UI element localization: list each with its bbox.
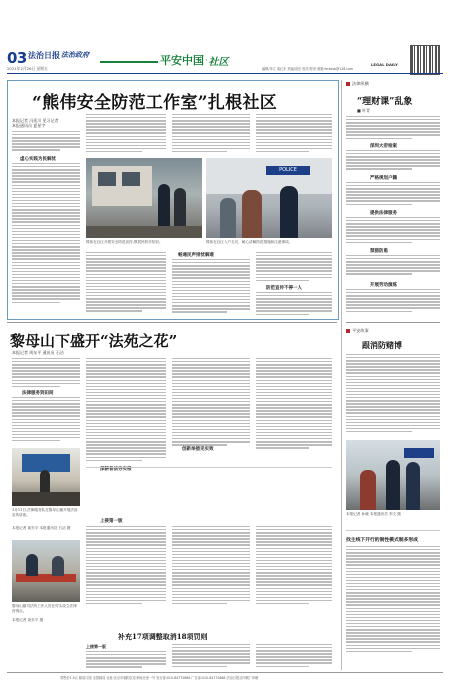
date-line: 2021年2月26日 星期五: [7, 66, 48, 71]
photo-left: [86, 158, 202, 238]
sidebar-photo-officer: [386, 460, 400, 510]
photo-right-wall: [206, 158, 332, 194]
main-sub1: 虚心实践为民解忧: [20, 157, 56, 162]
second-col2-text: [86, 358, 166, 463]
photo-left-window-2: [122, 172, 140, 186]
sidebar-item-3-text: [346, 217, 440, 245]
banner-dot: ·: [205, 55, 208, 65]
editors-line: 编辑/李立 周红东 美编/高岳 校对/张荣 邮箱:fzrbzsb@126.com: [262, 67, 354, 71]
photo-right-resident: [242, 190, 262, 238]
second-photo-1-credit: 本报记者 周东平 本报通讯员 石洁 摄: [12, 526, 71, 530]
main-byline-block: [12, 118, 80, 128]
second-col3-text: [172, 358, 250, 447]
main-headline: “熊伟安全防范工作室”扎根社区: [32, 93, 278, 113]
sidebar-essay-byline: ■ 叶青: [357, 108, 371, 113]
sidebar-essay-title: “理财课”乱象: [357, 97, 413, 107]
sidebar-bottom-rule: [346, 530, 440, 531]
sidebar-photo-resident: [360, 470, 376, 510]
photo-left-person-2: [174, 188, 186, 228]
sidebar-item-5-text: [346, 289, 440, 314]
sidebar-column2-marker: [346, 329, 350, 333]
sidebar-item-2-title: 严格规划户籍: [370, 176, 397, 181]
photo-left-caption: 熊伟在社区开展安全防范宣传,教居民防诈知识。: [86, 240, 163, 244]
sidebar-item-4-text: [346, 255, 440, 277]
main-col3-top-text: [172, 114, 250, 154]
photo-right-officer: [280, 186, 298, 238]
second-photo-2-table: [16, 574, 76, 582]
continued-rule: [86, 467, 332, 468]
main-col2-bottom-text: [86, 252, 166, 314]
main-sub2: 畅通民声排忧解难: [178, 253, 214, 258]
photo-right: [206, 158, 332, 238]
sidebar-item-4-title: 禁猎防患: [370, 249, 388, 254]
bottom-headline: 补充17项调整取消18项罚则: [118, 632, 208, 641]
paper-name: 法治日报: [28, 50, 60, 60]
sidebar-column2-label: [346, 328, 369, 334]
bottom-col3-text: [172, 644, 250, 669]
sidebar-bottom-title: 找主线下开行的制性模式制多形成: [346, 537, 418, 543]
main-col2-top-text: [86, 114, 166, 154]
sidebar-item-3-title: 提供法律服务: [370, 211, 397, 216]
second-col4-text: [256, 358, 332, 450]
main-col1-text: [12, 163, 80, 305]
qr-code: [410, 45, 440, 75]
second-sub2: 深耕普法夯实根: [100, 467, 132, 472]
second-col1b-text: [12, 397, 80, 443]
photo-left-window: [98, 172, 116, 186]
sidebar-photo-officer-2: [406, 462, 420, 510]
sidebar-column2-label-text: 平安故事: [352, 328, 369, 333]
bottom-col2-text: [86, 651, 166, 669]
main-col4-bottom-text: [256, 252, 332, 283]
second-byline: 本报记者 周东平 通讯员 石洁: [12, 350, 64, 355]
banner-title: 平安中国: [160, 54, 204, 67]
second-col1-text: [12, 358, 80, 389]
photo-right-sign: POLICE: [266, 166, 310, 175]
main-lede-text: [12, 131, 80, 153]
second-photo-2-caption: 黎母山镇司法所工作人员在村头设立法律咨询点。: [12, 604, 77, 613]
sidebar-essay-text: [346, 116, 440, 141]
footer-text: 零售价1.5元 邮局订阅 全国邮局 社址:北京市朝阳区花家地北里一号 发行部:010-84772688 广告部:010-84772668 法治日报社印刷厂印刷: [60, 676, 259, 680]
second-photo-1-caption: 1月11日,法律服务队在黎母山镇开展法治宣传讲座。: [12, 508, 78, 517]
main-byline-2: 本报通讯员 夏星宇: [12, 123, 46, 128]
photo-left-person: [158, 184, 170, 228]
page-number: 03: [7, 49, 27, 67]
sidebar-mid-rule: [346, 322, 440, 323]
second-sub3: 创新举措见实效: [182, 447, 214, 452]
sidebar-photo-sign: [404, 448, 434, 458]
main-col4-end-text: [256, 292, 332, 317]
second-photo-1-speaker: [40, 470, 50, 492]
second-headline: 黎母山下盛开“法苑之花”: [10, 332, 178, 350]
sidebar-column-label: [346, 81, 369, 87]
main-byline-1: 本报记者 冯延川 见习记者: [12, 118, 59, 123]
sidebar-item-1-title: 深圳大帝检案: [370, 144, 397, 149]
sidebar-bottom-text: [346, 546, 440, 654]
continued-col3-text: [172, 526, 250, 606]
sidebar-column-label-text: 法律纵横: [352, 81, 369, 86]
sidebar-divider: [341, 80, 342, 670]
continued-label: 上接第一版: [100, 519, 123, 524]
sidebar-item-5-title: 开展劳动演练: [370, 283, 397, 288]
sidebar-photo: [346, 440, 440, 510]
photo-right-resident-2: [220, 198, 236, 238]
photo-right-caption: 熊伟在社区入户走访，耐心讲解防范措施和注意事项。: [206, 240, 293, 244]
banner-left-rule: [100, 61, 158, 63]
main-col3-bottom-text: [172, 259, 250, 314]
legal-daily-label: LEGAL DAILY: [371, 62, 398, 67]
bottom-section-mark: 上接第一版: [86, 644, 106, 649]
sidebar-story-text: [346, 354, 440, 434]
banner-sub: 社区: [208, 56, 229, 68]
main-col4-top-text: [256, 114, 332, 154]
second-photo-2-person-2: [52, 556, 64, 576]
sidebar-item-2-text: [346, 182, 440, 207]
second-photo-2: [12, 540, 80, 602]
banner: [160, 53, 229, 67]
continued-col4-text: [256, 526, 332, 606]
section-name: 法治政府: [61, 50, 89, 59]
bottom-col4-text: [256, 644, 332, 669]
footer-rule: [7, 672, 443, 673]
continued-col2-text: [86, 526, 166, 606]
photo-left-ground: [86, 226, 202, 238]
sidebar-column-marker: [346, 82, 350, 86]
second-photo-1: [12, 448, 80, 506]
header-rule: [7, 73, 443, 74]
second-photo-2-person: [26, 554, 38, 576]
second-photo-1-audience: [12, 492, 80, 506]
main-sub3: 防范宣传不停一人: [266, 286, 302, 291]
sidebar-item-1-text: [346, 150, 440, 172]
sidebar-story-title: 跟消防赌博: [362, 340, 402, 350]
second-sub1: 法律服务到田间: [22, 391, 54, 396]
second-photo-2-credit: 本报记者 周东平 摄: [12, 618, 44, 622]
sidebar-photo-caption: 本报记者 孙晓 本报通讯员 李文 摄: [346, 512, 401, 516]
second-story-rule: [7, 322, 337, 323]
